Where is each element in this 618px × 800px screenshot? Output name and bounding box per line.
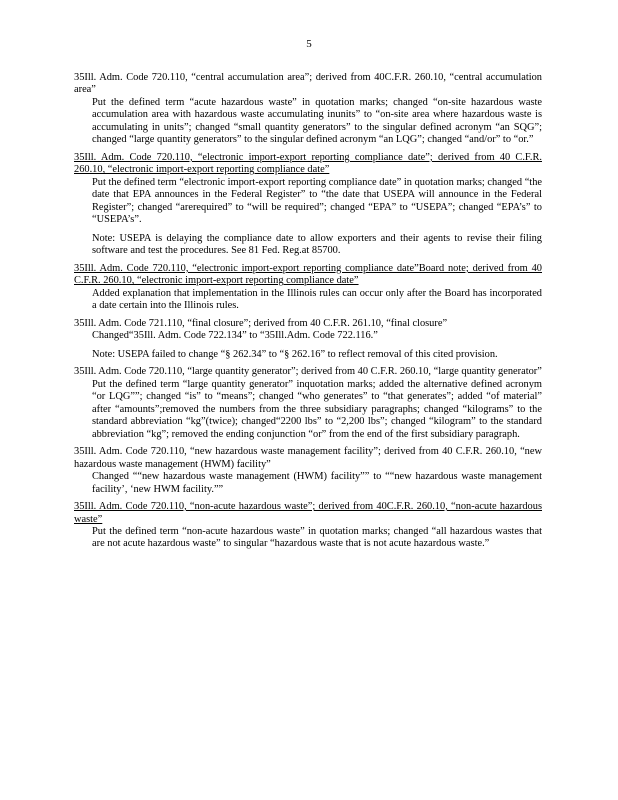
entry-note: Note: USEPA failed to change “§ 262.34” to “§ 262.16” to reflect removal of this cited provision. [92,348,498,360]
entry-electronic-import-export-board-note [74,263,542,313]
entry-final-closure [74,318,542,361]
entry-non-acute-hazardous-waste [74,501,542,551]
entry-large-quantity-generator [74,366,542,441]
entry-heading: 35Ill. Adm. Code 720.110, “new hazardous waste management facility”; derived from 40 C.F.R. 260.10, “new hazardous waste management (HWM) facility” [74,446,542,470]
page-number: 5 [306,38,312,50]
entry-body: Added explanation that implementation in the Illinois rules can occur only after the Board has incorporated a date certain into the Illinois rules. [92,287,542,312]
entry-body: Put the defined term “acute hazardous waste” in quotation marks; changed “on-site hazardous waste accumulation area with hazardous waste accumulating inunits” to “on-site area where hazardous waste is accumulating in units”; changed “small quantity generators” to the singular defined acronym “an SQG”; changed “large quantity generators” to the singular defined acronym “an LQG”; changed “and/or” to “or.” [92,96,542,146]
entry-heading: 35Ill. Adm. Code 720.110, “central accumulation area”; derived from 40C.F.R. 260.10, “central accumulation area” [74,72,542,96]
entry-heading: 35Ill. Adm. Code 720.110, “non-acute hazardous waste”; derived from 40C.F.R. 260.10, “non-acute hazardous waste” [74,501,542,525]
entry-heading: 35Ill. Adm. Code 720.110, “electronic import-export reporting compliance date”; derived from 40 C.F.R. 260.10, “electronic import-export reporting compliance date” [74,151,542,176]
entry-body: Put the defined term “non-acute hazardous waste” in quotation marks; changed “all hazardous wastes that are not acute hazardous waste” to singular “hazardous waste that is not acute hazardous waste.” [92,525,542,550]
entry-heading: 35Ill. Adm. Code 720.110, “large quantity generator”; derived from 40 C.F.R. 260.10, “large quantity generator” [74,366,542,378]
entry-central-accumulation-area [74,72,542,147]
document-body [74,72,542,556]
entry-body: Changed“35Ill. Adm. Code 722.134” to “35Ill.Adm. Code 722.116.” [92,330,378,342]
entry-body: Put the defined term “electronic import-export reporting compliance date” in quotation marks; changed “the date that EPA announces in the Federal Register” to “the date that USEPA will announce in the Federal Register”; changed “arerequired” to “will be required”; changed “EPA” to “USEPA”; changed “EPA’s” to “USEPA’s”. [92,176,542,226]
entry-new-hwm-facility [74,446,542,496]
entry-body: Changed ““new hazardous waste management (HWM) facility”” to ““new hazardous waste management facility’, ‘new HWM facility.”” [92,471,542,495]
entry-heading: 35Ill. Adm. Code 721.110, “final closure”; derived from 40 C.F.R. 261.10, “final closure” [74,317,448,329]
entry-heading: 35Ill. Adm. Code 720.110, “electronic import-export reporting compliance date”Board note; derived from 40 C.F.R. 260.10, “electronic import-export reporting compliance date” [74,262,542,287]
entry-electronic-import-export [74,152,542,258]
entry-body: Put the defined term “large quantity generator” inquotation marks; added the alternative defined acronym “or LQG””; changed “is” to “means”; changed “who generates” to “that generates”; added “of material” after “amounts”;removed the numbers from the three subsidiary paragraphs; changed “kilograms” to the standard abbreviation “kg”(twice); changed“2200 lbs” to “2,200 lbs”; changed “kilogram” to the standard abbreviation “kg”; removed the ending conjunction “or” from the end of the first subsidiary paragraph. [92,378,542,440]
entry-note: Note: USEPA is delaying the compliance date to allow exporters and their agents to revise their filing software and test the procedures. See 81 Fed. Reg.at 85700. [92,232,542,257]
